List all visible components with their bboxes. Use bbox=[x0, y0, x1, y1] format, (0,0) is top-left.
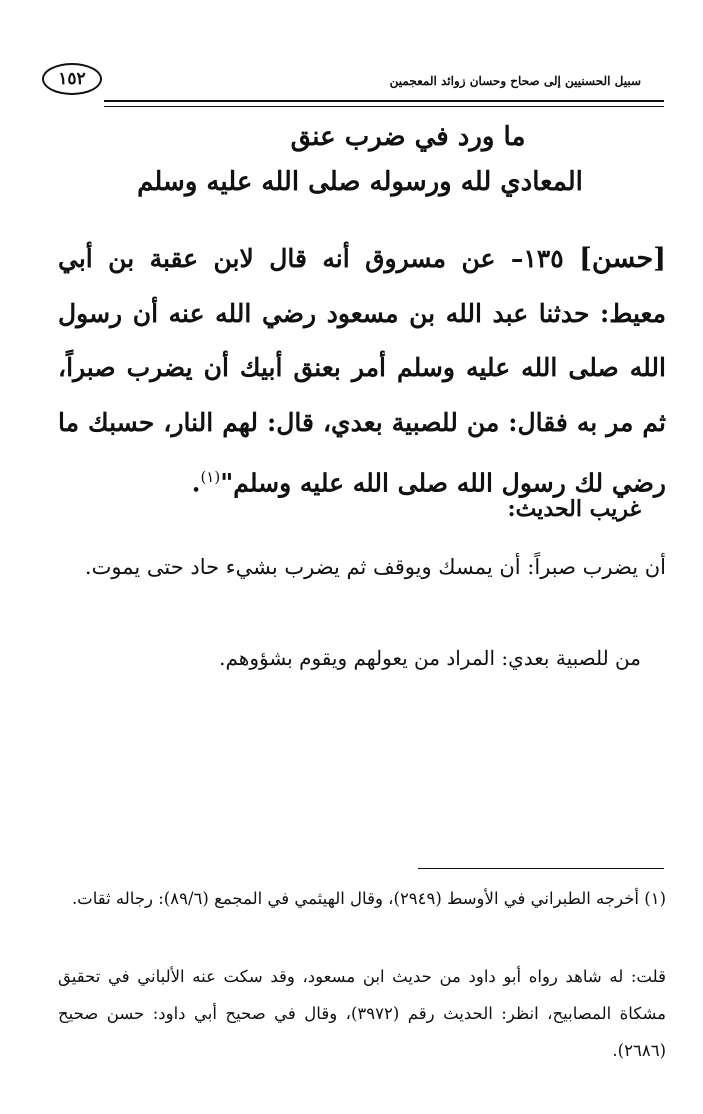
hadith-grade: [حسن] bbox=[579, 243, 666, 274]
page-number: ١٥٢ bbox=[58, 69, 86, 89]
hadith-end: . bbox=[191, 468, 201, 498]
gharib-item-2: من للصبية بعدي: المراد من يعولهم ويقوم بشؤوهم. bbox=[219, 646, 641, 670]
hadith-paragraph bbox=[58, 232, 666, 511]
header-divider bbox=[104, 100, 664, 102]
chapter-title-line1: ما ورد في ضرب عنق bbox=[290, 122, 526, 152]
footnote-divider bbox=[418, 868, 664, 869]
page-number-badge bbox=[42, 63, 102, 95]
hadith-number: ١٣٥ bbox=[523, 244, 564, 273]
gharib-item-1: أن يضرب صبراً: أن يمسك ويوقف ثم يضرب بشيء حاد حتى يموت. bbox=[84, 555, 666, 579]
running-header-title: سبيل الحسنيين إلى صحاح وحسان زوائد المعجمين bbox=[389, 74, 641, 88]
footnote-1: (١) أخرجه الطبراني في الأوسط (٢٩٤٩)، وقال الهيثمي في المجمع (٨٩/٦): رجاله ثقات. bbox=[71, 889, 666, 908]
chapter-title-line2: المعادي لله ورسوله صلى الله عليه وسلم bbox=[137, 167, 583, 197]
hadith-text: – عن مسروق أنه قال لابن عقبة بن أبي معيط: حدثنا عبد الله بن مسعود رضي الله عنه أن رسول الله صلى الله عليه وسلم أمر بعنق أبيك أن يضرب صبراً، ثم مر به فقال: من للصبية بعدي، قال: لهم النار، حسبك ما رضي لك رسول الله صلى الله عليه وسلم" bbox=[58, 244, 666, 498]
footnote-reference[interactable]: (١) bbox=[200, 468, 221, 486]
gharib-heading: غريب الحديث: bbox=[507, 496, 641, 522]
footnote-2: قلت: له شاهد رواه أبو داود من حديث ابن مسعود، وقد سكت عنه الألباني في تحقيق مشكاة المصابيح، انظر: الحديث رقم (٣٩٧٢)، وقال في صحيح أبي داود: حسن صحيح (٢٦٨٦). bbox=[58, 967, 667, 1060]
header-divider-thin bbox=[104, 106, 664, 107]
